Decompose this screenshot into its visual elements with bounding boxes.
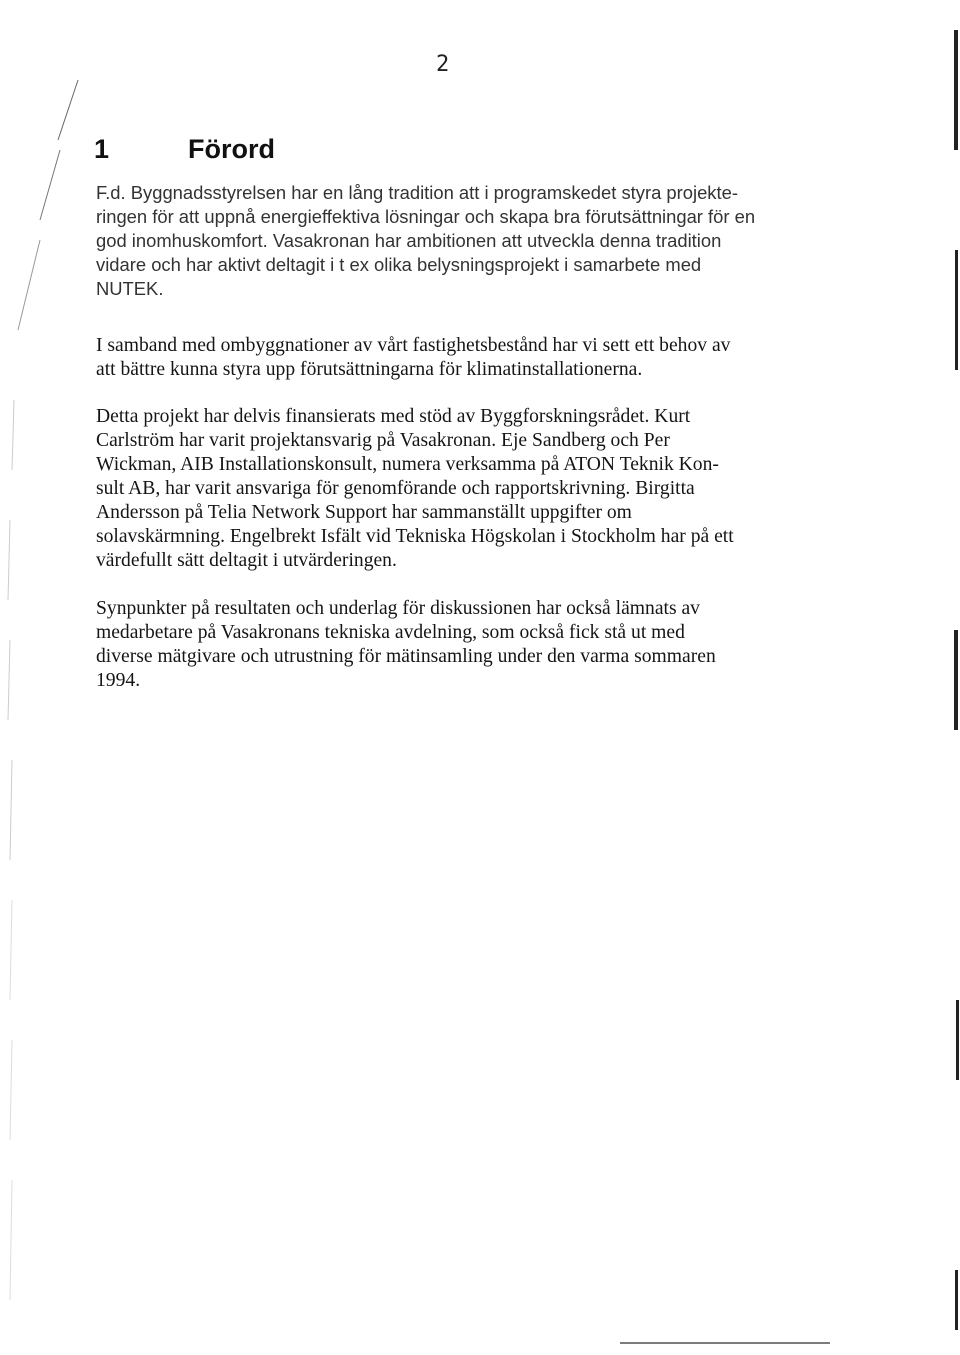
section-title: Förord [188,134,275,164]
text-line: solavskärmning. Engelbrekt Isfält vid Tekniska Högskolan i Stockholm har på ett [96,526,734,547]
text-line: medarbetare på Vasakronans tekniska avdelning, som också fick stå ut med [96,622,685,643]
text-line: Wickman, AIB Installationskonsult, numera verksamma på ATON Teknik Kon- [96,454,719,475]
paragraph-credits [96,405,796,573]
text-line: sult AB, har varit ansvariga för genomförande och rapportskrivning. Birgitta [96,478,695,499]
text-line: att bättre kunna styra upp förutsättningarna för klimatinstallationerna. [96,359,643,380]
paragraph-feedback [96,597,796,693]
text-line: Andersson på Telia Network Support har sammanställt uppgifter om [96,502,632,523]
text-line: god inomhuskomfort. Vasakronan har ambitionen att utveckla denna tradition [96,230,722,251]
text-line: NUTEK. [96,278,164,299]
section-number: 1 [94,134,110,164]
text-line: 1994. [96,670,141,691]
text-line: Synpunkter på resultaten och underlag för diskussionen har också lämnats av [96,598,700,619]
text-line: värdefullt sätt deltagit i utvärderingen. [96,550,397,571]
paragraph-intro [96,181,796,301]
paragraph-background [96,334,796,382]
text-line: diverse mätgivare och utrustning för mätinsamling under den varma sommaren [96,646,716,667]
text-line: Detta projekt har delvis finansierats med stöd av Byggforskningsrådet. Kurt [96,406,691,427]
bottom-scan-line [620,1342,830,1344]
text-line: Carlström har varit projektansvarig på Vasakronan. Eje Sandberg och Per [96,430,670,451]
right-edge-scan-shadow [948,0,960,1355]
section-heading [94,134,275,165]
text-line: vidare och har aktivt deltagit i t ex olika belysningsprojekt i samarbete med [96,254,702,275]
text-line: I samband med ombyggnationer av vårt fastighetsbestånd har vi sett ett behov av [96,335,731,356]
page-number: 2 [436,52,450,77]
text-line: ringen för att uppnå energieffektiva lösningar och skapa bra förutsättningar för en [96,206,756,227]
margin-scan-marks [0,0,80,1355]
text-line: F.d. Byggnadsstyrelsen har en lång tradition att i programskedet styra projekte- [96,182,738,203]
